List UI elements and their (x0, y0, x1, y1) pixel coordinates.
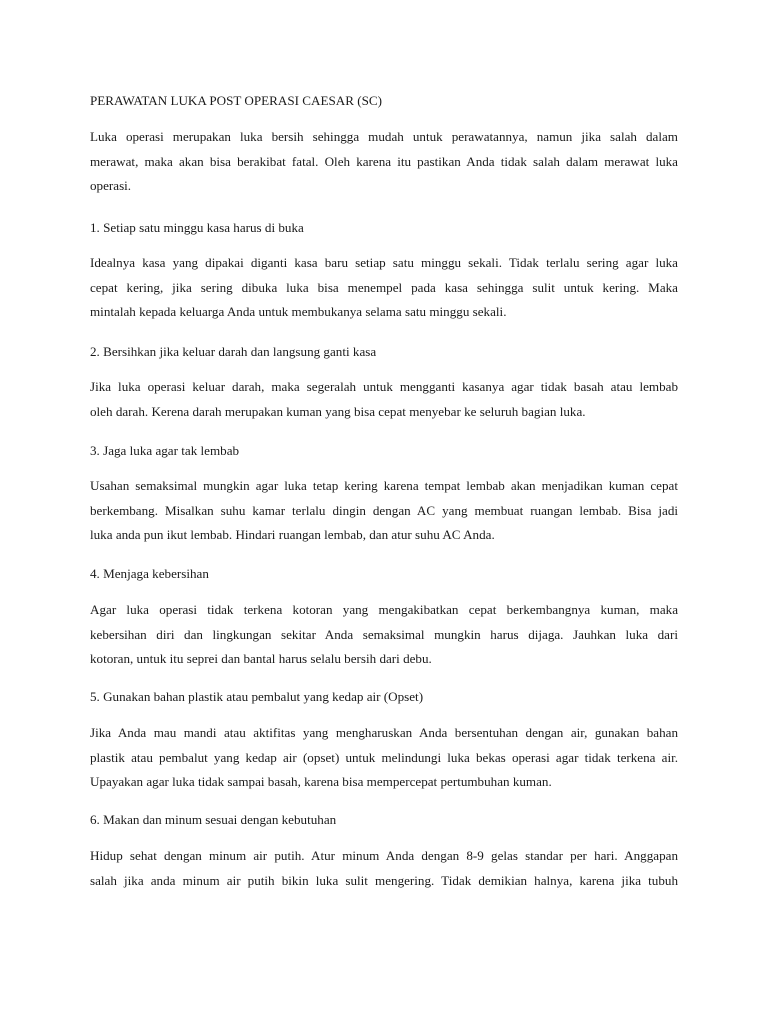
intro-paragraph (90, 128, 678, 202)
paragraph-line: mintalah kepada keluarga Anda untuk membukanya selama satu minggu sekali. (90, 304, 507, 319)
paragraph-line: Idealnya kasa yang dipakai diganti kasa baru setiap satu minggu sekali. Tidak terlalu sering agar luka (90, 255, 678, 270)
section-heading-1: 1. Setiap satu minggu kasa harus di buka (90, 220, 304, 235)
paragraph-line: kotoran, untuk itu seprei dan bantal harus selalu bersih dari debu. (90, 651, 432, 666)
paragraph-line: Luka operasi merupakan luka bersih sehingga mudah untuk perawatannya, namun jika salah dalam (90, 129, 678, 144)
paragraph-line: Usahan semaksimal mungkin agar luka tetap kering karena tempat lembab akan menjadikan kuman cepat (90, 478, 678, 493)
section-heading-6: 6. Makan dan minum sesuai dengan kebutuhan (90, 812, 337, 827)
paragraph-line: Hidup sehat dengan minum air putih. Atur minum Anda dengan 8-9 gelas standar per hari. Anggapan (90, 848, 678, 863)
section-heading-5: 5. Gunakan bahan plastik atau pembalut yang kedap air (Opset) (90, 689, 424, 704)
section-paragraph-5 (90, 724, 678, 798)
paragraph-line: Upayakan agar luka tidak sampai basah, karena bisa mempercepat pertumbuhan kuman. (90, 774, 552, 789)
section-heading-4: 4. Menjaga kebersihan (90, 566, 209, 581)
paragraph-line: cepat kering, jika sering dibuka luka bisa menempel pada kasa sehingga sulit untuk kering. Maka (90, 279, 678, 295)
section-heading-3: 3. Jaga luka agar tak lembab (90, 443, 240, 458)
paragraph-line: kebersihan diri dan lingkungan sekitar Anda semaksimal mungkin harus dijaga. Jauhkan luka dari (90, 626, 678, 642)
paragraph-line: plastik atau pembalut yang kedap air (opset) untuk melindungi luka bekas operasi agar tidak terkena air. (90, 749, 678, 765)
section-paragraph-3 (90, 477, 678, 551)
section-paragraph-4 (90, 601, 678, 675)
document-title: PERAWATAN LUKA POST OPERASI CAESAR (SC) (90, 93, 382, 108)
section-paragraph-1 (90, 254, 678, 328)
paragraph-line: oleh darah. Kerena darah merupakan kuman yang bisa cepat menyebar ke seluruh bagian luka. (90, 403, 586, 419)
paragraph-line: Jika Anda mau mandi atau aktifitas yang mengharuskan Anda bersentuhan dengan air, gunakan bahan (90, 725, 678, 740)
paragraph-line: Jika luka operasi keluar darah, maka segeralah untuk mengganti kasanya agar tidak basah atau lembab (90, 379, 678, 394)
section-paragraph-6 (90, 847, 678, 896)
paragraph-line: merawat, maka akan bisa berakibat fatal. Oleh karena itu pastikan Anda tidak salah dalam merawat luka (90, 153, 678, 169)
paragraph-line: berkembang. Misalkan suhu kamar terlalu dingin dengan AC yang membuat ruangan lembab. Bisa jadi (90, 502, 678, 518)
section-heading-2: 2. Bersihkan jika keluar darah dan langsung ganti kasa (90, 344, 377, 359)
document-page (90, 0, 678, 1024)
paragraph-line: salah jika anda minum air putih bikin luka sulit mengering. Tidak demikian halnya, karena jika tubuh (90, 872, 678, 888)
section-paragraph-2 (90, 378, 678, 427)
paragraph-line: Agar luka operasi tidak terkena kotoran yang mengakibatkan cepat berkembangnya kuman, maka (90, 602, 678, 617)
paragraph-line: operasi. (90, 178, 132, 193)
paragraph-line: luka anda pun ikut lembab. Hindari ruangan lembab, dan atur suhu AC Anda. (90, 527, 495, 542)
